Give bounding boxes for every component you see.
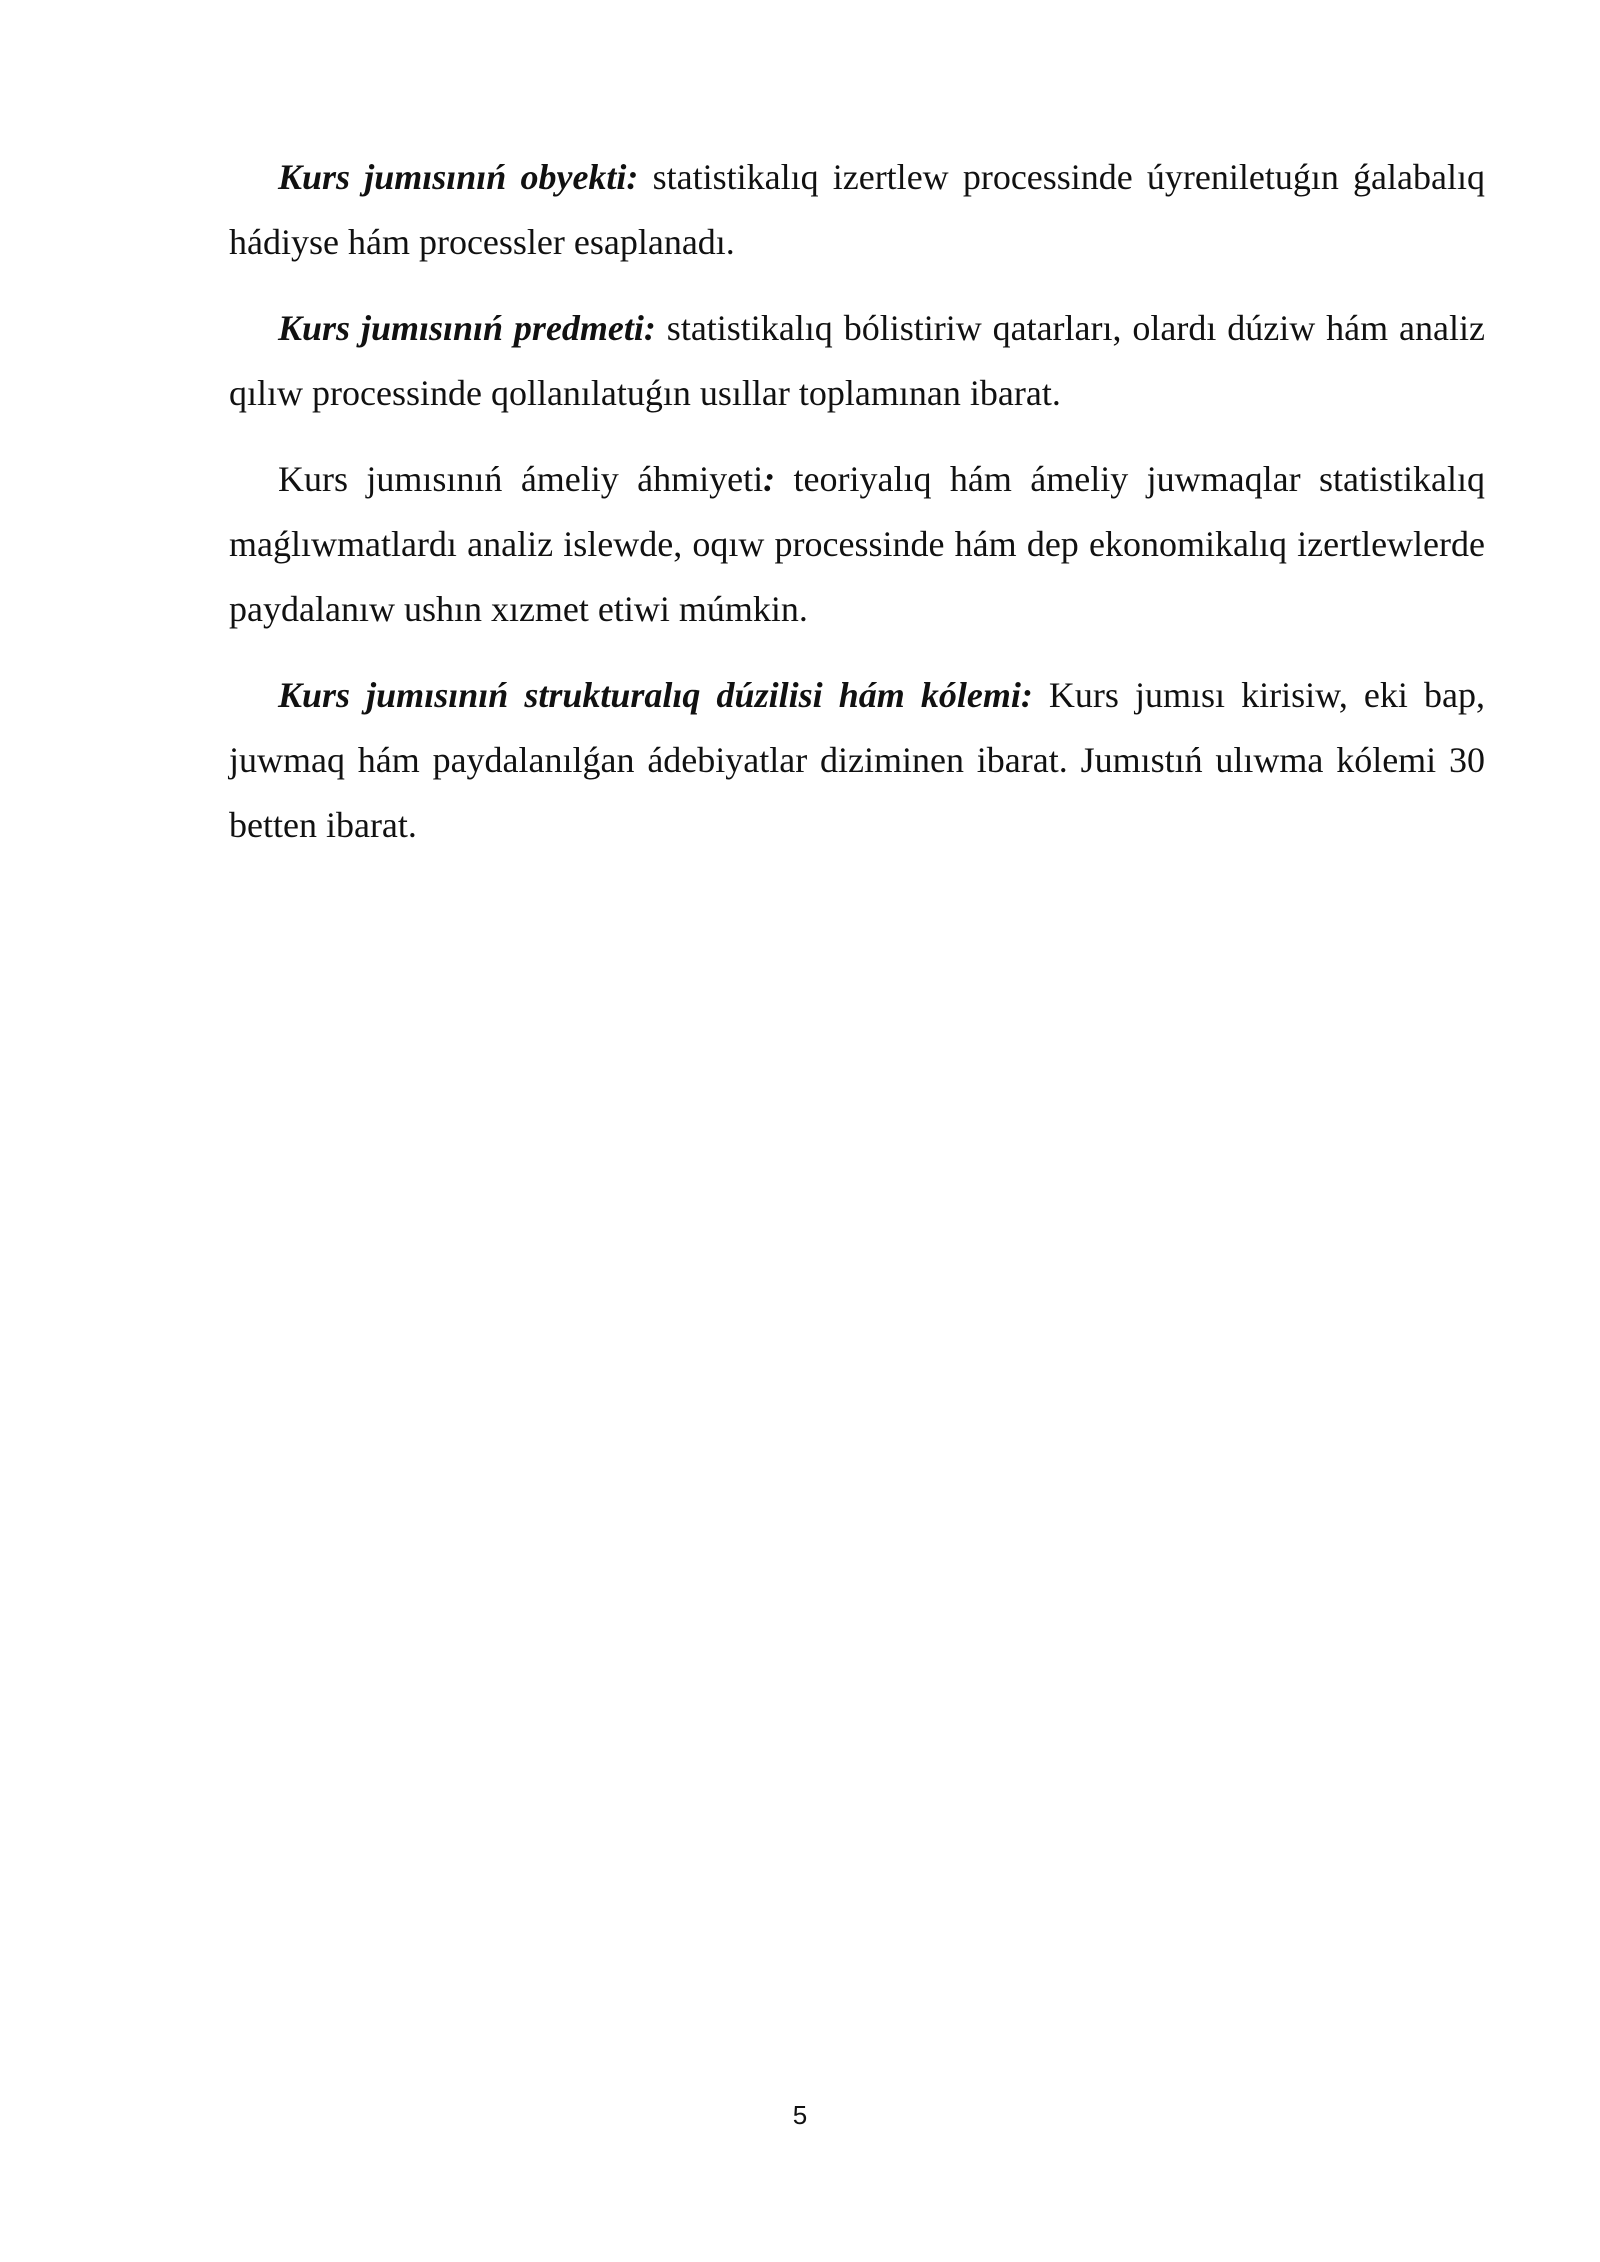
- paragraph-practical-significance: [229, 447, 1485, 642]
- page-content: [229, 145, 1485, 879]
- paragraph-lead-subject: Kurs jumısınıń predmeti:: [278, 308, 656, 348]
- paragraph-lead-practical-significance: Kurs jumısınıń ámeliy áhmiyeti: [278, 459, 764, 499]
- paragraph-structure-volume: [229, 663, 1485, 858]
- paragraph-colon-practical-significance: :: [763, 459, 776, 499]
- paragraph-object: [229, 145, 1485, 275]
- paragraph-lead-object: Kurs jumısınıń obyekti:: [278, 157, 639, 197]
- paragraph-body-object: statistikalıq izertlew processinde úyreniletuǵın ǵalabalıq hádiyse hám processler esaplanadı.: [229, 157, 1485, 262]
- paragraph-lead-structure-volume: Kurs jumısınıń strukturalıq dúzilisi hám kólemi:: [278, 675, 1033, 715]
- paragraph-body-structure-volume: Kurs jumısı kirisiw, eki bap, juwmaq hám paydalanılǵan ádebiyatlar diziminen ibarat. Jumıstıń ulıwma kólemi 30 betten ibarat.: [229, 675, 1485, 845]
- paragraph-body-subject: statistikalıq bólistiriw qatarları, olardı dúziw hám analiz qılıw processinde qollanılatuǵın usıllar toplamınan ibarat.: [229, 308, 1485, 413]
- paragraph-subject: [229, 296, 1485, 426]
- paragraph-body-practical-significance: teoriyalıq hám ámeliy juwmaqlar statistikalıq maǵlıwmatlardı analiz islewde, oqıw processinde hám dep ekonomikalıq izertlewlerde paydalanıw ushın xızmet etiwi múmkin.: [229, 459, 1485, 629]
- page-number: 5: [792, 2100, 808, 2130]
